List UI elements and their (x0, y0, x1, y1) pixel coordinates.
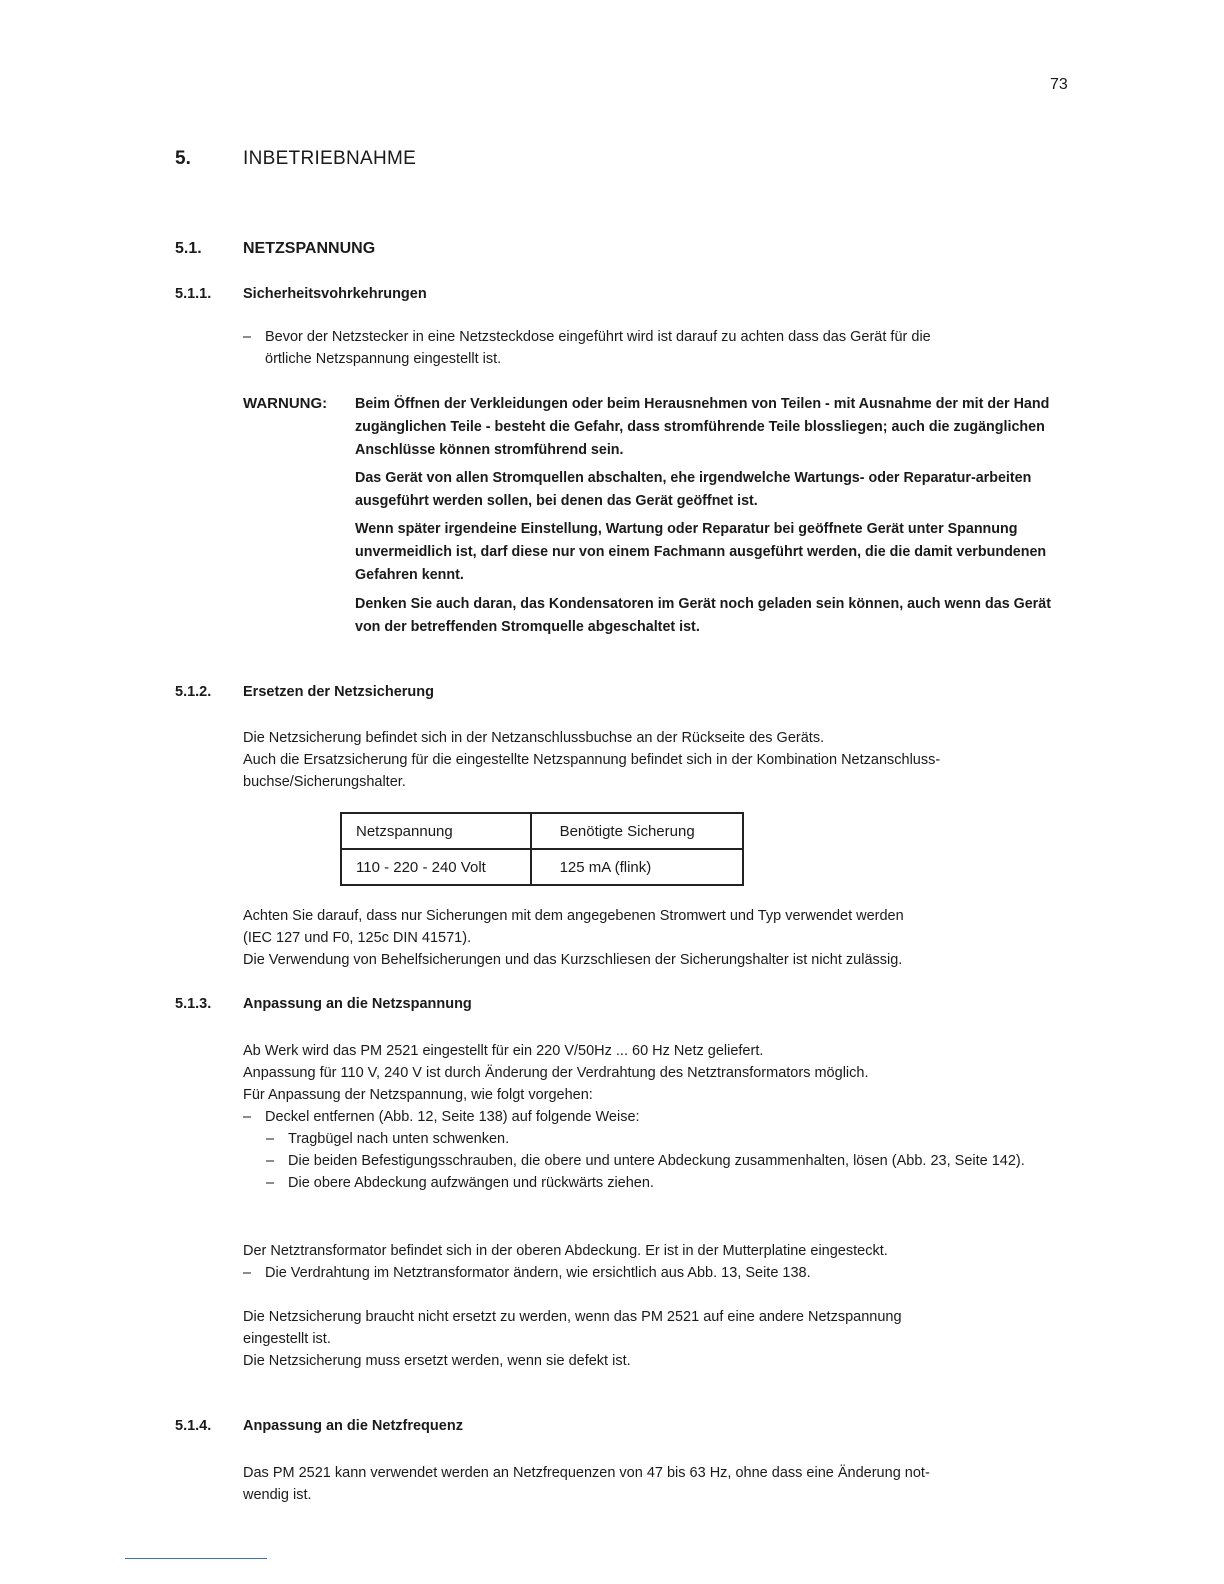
sub-step: Die beiden Befestigungsschrauben, die obere und untere Abdeckung zusammenhalten, lösen (Abb. 23, Seite 142). (288, 1153, 1025, 1169)
voltage-line: Für Anpassung der Netzspannung, wie folgt vorgehen: (243, 1087, 593, 1103)
safety-bullet-line2: örtliche Netzspannung eingestellt ist. (265, 351, 502, 367)
section-title: NETZSPANNUNG (243, 240, 376, 257)
fuse-table-header-fuse: Benötigte Sicherung (531, 813, 743, 849)
warning-paragraph-4: Denken Sie auch daran, das Kondensatoren im Gerät noch geladen sein können, auch wenn das Gerät von der betreffenden Stromquelle abgeschaltet ist. (355, 596, 1051, 635)
fuse-intro (243, 727, 1123, 793)
subsection-513-number: 5.1.3. (175, 996, 212, 1012)
fuse-table-cell-fuse: 125 mA (flink) (531, 849, 743, 885)
frequency-text (243, 1462, 1123, 1506)
fuse-table (340, 812, 744, 886)
frequency-line: Das PM 2521 kann verwendet werden an Netzfrequenzen von 47 bis 63 Hz, ohne dass eine Änderung not- (243, 1465, 930, 1481)
safety-bullet (243, 326, 1103, 370)
fuse-replace-line: eingestellt ist. (243, 1331, 331, 1347)
footer-rule (125, 1558, 267, 1559)
warning-paragraph-2: Das Gerät von allen Stromquellen abschalten, ehe irgendwelche Wartungs- oder Reparatur-arbeiten ausgeführt werden sollen, bei denen das Gerät geöffnet ist. (355, 470, 1032, 509)
subsection-514-title: Anpassung an die Netzfrequenz (243, 1418, 463, 1434)
voltage-line: Ab Werk wird das PM 2521 eingestellt für ein 220 V/50Hz ... 60 Hz Netz geliefert. (243, 1043, 764, 1059)
page-number: 73 (1050, 76, 1068, 93)
fuse-note-line: Achten Sie darauf, dass nur Sicherungen mit dem angegebenen Stromwert und Typ verwendet werden (243, 908, 904, 924)
subsection-512-number: 5.1.2. (175, 684, 212, 700)
subsection-513-title: Anpassung an die Netzspannung (243, 996, 472, 1012)
chapter-number: 5. (175, 148, 191, 169)
fuse-intro-line: buchse/Sicherungshalter. (243, 774, 406, 790)
subsection-514-number: 5.1.4. (175, 1418, 212, 1434)
chapter-title: INBETRIEBNAHME (243, 148, 417, 169)
warning-paragraph-3: Wenn später irgendeine Einstellung, Wartung oder Reparatur bei geöffnete Gerät unter Spannung unvermeidlich ist, darf diese nur von einem Fachmann ausgeführt werden, die die damit verbundenen Gefahren kennt. (355, 521, 1047, 583)
wiring-step: Die Verdrahtung im Netztransformator ändern, wie ersichtlich aus Abb. 13, Seite 138. (265, 1265, 811, 1281)
fuse-table-row (341, 849, 743, 885)
transformer-line: Der Netztransformator befindet sich in der oberen Abdeckung. Er ist in der Mutterplatine eingesteckt. (243, 1243, 888, 1259)
bullet-dash: – (243, 329, 252, 345)
subsection-511-title: Sicherheitsvohrkehrungen (243, 286, 427, 302)
bullet-dash: – (243, 1109, 252, 1125)
frequency-line: wendig ist. (243, 1487, 312, 1503)
subsection-511-number: 5.1.1. (175, 286, 212, 302)
fuse-intro-line: Auch die Ersatzsicherung für die eingestellte Netzspannung befindet sich in der Kombination Netzanschluss- (243, 752, 941, 768)
voltage-line: Anpassung für 110 V, 240 V ist durch Änderung der Verdrahtung des Netztransformators möglich. (243, 1065, 869, 1081)
sub-step: Tragbügel nach unten schwenken. (288, 1131, 510, 1147)
bullet-dash: – (266, 1131, 275, 1147)
bullet-dash: – (266, 1175, 275, 1191)
warning-paragraph-1: Beim Öffnen der Verkleidungen oder beim Herausnehmen von Teilen - mit Ausnahme der mit der Hand zugänglichen Teile - besteht die Gefahr, dass stromführende Teile blossliegen; auch die zugänglichen Anschlüsse können stromführend sein. (355, 396, 1050, 458)
fuse-table-cell-voltage: 110 - 220 - 240 Volt (341, 849, 531, 885)
fuse-note-line: (IEC 127 und F0, 125c DIN 41571). (243, 930, 472, 946)
fuse-replace-text (243, 1306, 1123, 1372)
fuse-notes (243, 905, 1123, 971)
safety-bullet-line1: Bevor der Netzstecker in eine Netzsteckdose eingeführt wird ist darauf zu achten dass das Gerät für die (265, 329, 931, 345)
fuse-note-line: Die Verwendung von Behelfsicherungen und das Kurzschliesen der Sicherungshalter ist nicht zulässig. (243, 952, 903, 968)
warning-label: WARNUNG: (243, 395, 328, 412)
remove-cover-step: Deckel entfernen (Abb. 12, Seite 138) auf folgende Weise: (265, 1109, 640, 1125)
transformer-text (243, 1240, 1123, 1284)
sub-step: Die obere Abdeckung aufzwängen und rückwärts ziehen. (288, 1175, 654, 1191)
bullet-dash: – (266, 1153, 275, 1169)
bullet-dash: – (243, 1265, 252, 1281)
section-number: 5.1. (175, 240, 202, 257)
fuse-replace-line: Die Netzsicherung muss ersetzt werden, wenn sie defekt ist. (243, 1353, 631, 1369)
fuse-table-header (341, 813, 743, 849)
fuse-intro-line: Die Netzsicherung befindet sich in der Netzanschlussbuchse an der Rückseite des Geräts. (243, 730, 825, 746)
fuse-replace-line: Die Netzsicherung braucht nicht ersetzt zu werden, wenn das PM 2521 auf eine andere Netzspannung (243, 1309, 902, 1325)
voltage-adjust-text (243, 1040, 1123, 1194)
fuse-table-header-voltage: Netzspannung (341, 813, 531, 849)
subsection-512-title: Ersetzen der Netzsicherung (243, 684, 434, 700)
